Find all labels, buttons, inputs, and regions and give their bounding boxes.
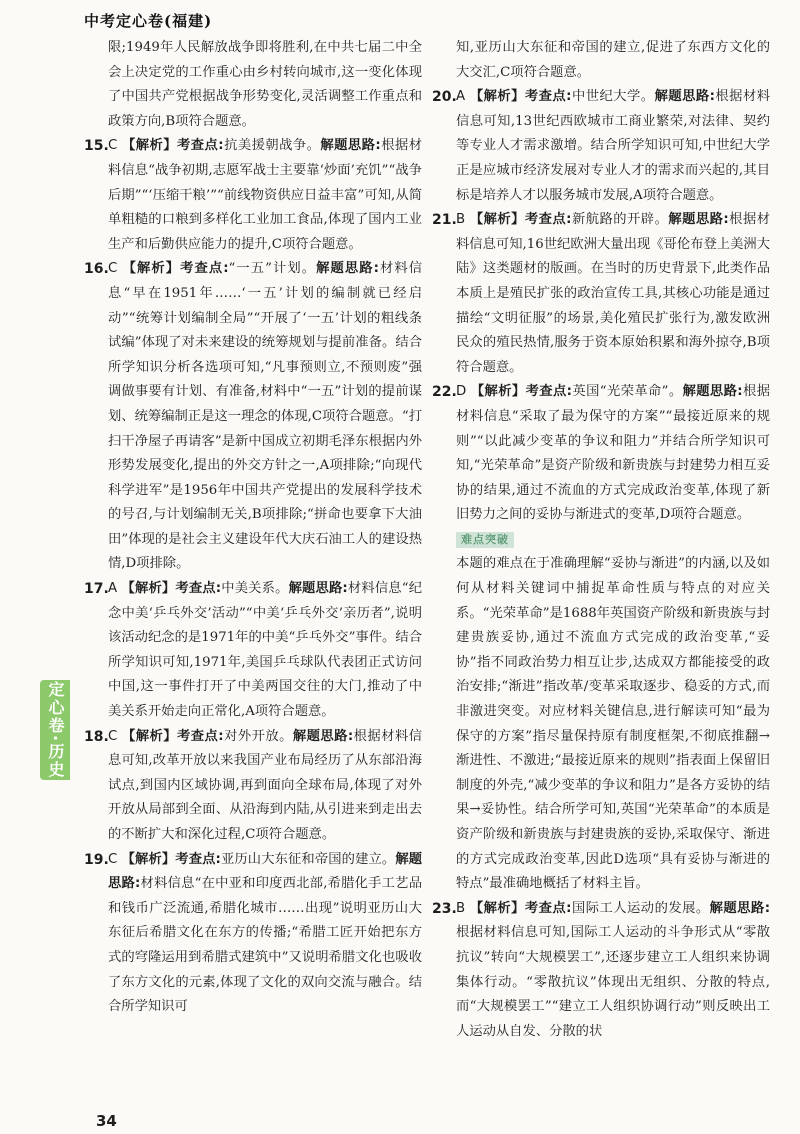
answer-letter: B (456, 900, 466, 916)
thinking-label: 解题思路: (709, 900, 771, 916)
answer-letter: C (108, 138, 118, 154)
key-point: 中美关系。 (221, 581, 289, 597)
key-point: 国际工人运动的发展。 (571, 900, 710, 916)
analysis-tag: 【解析】 (121, 728, 178, 744)
difficulty-note-text: 本题的难点在于准确理解“妥协与渐进”的内涵,以及如何从材料关键词中捕捉革命性质与特点的对应关系。“光荣革命”是1688年英国资产阶级和新贵族与封建贵族妥协,通过不流血方式完成的政治变革,“妥协”指不同政治势力相互让步,达成双方都能接受的政治安排;“渐进”指改革/变革采取逐步、稳妥的方式,而非激进突变。对应材料关键信息,进行解读可知“最为保守的方案”指尽量保持原有制度框架,不彻底推翻→渐进性、不激进;“最接近原来的规则”指表面上保留旧制度的外壳,“减少变革的争议和阻力”是各方妥协的结果→妥协性。结合所学可知,英国“光荣革命”的本质是资产阶级和新贵族与封建贵族的妥协,采取保守、渐进的方式完成政治变革,因此D选项“具有妥协与渐进的特点”最准确地概括了材料主旨。 (456, 556, 770, 892)
left-continued-text: 限;1949年人民解放战争即将胜利,在中共七届二中全会上决定党的工作重心由乡村转向城市,这一变化体现了中国共产党根据战争形势变化,灵活调整工作重点和政策方向,B项符合题意。 (108, 40, 422, 129)
explanation: 材料信息“纪念中美‘乒乓外交’活动”“中美‘乒乓外交’亲历者”,说明该活动纪念的是1971年的中美“乒乓外交”事件。结合所学知识可知,1971年,美国乒乓球队代表团正式访问中国,这一事件打开了中美两国交往的大门,推动了中美关系开始走向正常化,A项符合题意。 (108, 581, 423, 720)
question-17 (84, 577, 422, 725)
key-point-label: 考查点: (175, 581, 222, 597)
question-15 (84, 134, 422, 257)
explanation: 根据材料信息“战争初期,志愿军战士主要靠‘炒面’充饥”“战争后期”“‘压缩干粮’”“前线物资供应日益丰富”可知,从简单粗糙的口粮到多样化工业加工食品,体现了国内工业生产和后勤供应能力的提升,C项符合题意。 (108, 138, 423, 252)
key-point: 抗美援朝战争。 (223, 138, 321, 154)
question-number: 16. (84, 261, 109, 278)
explanation: 根据材料信息可知,16世纪欧洲大量出现《哥伦布登上美洲大陆》这类题材的版画。在当时的历史背景下,此类作品本质上是殖民扩张的政治宣传工具,其核心功能是通过描绘“文明征服”的场景,美化殖民扩张行为,激发欧洲民众的殖民热情,服务于资本原始积累和海外掠夺,B项符合题意。 (456, 212, 771, 375)
key-point: “一五”计划。 (228, 261, 317, 277)
answer-letter: A (108, 581, 118, 597)
thinking-label: 解题思路: (288, 581, 348, 597)
answer-letter: C (108, 728, 118, 744)
right-column (432, 36, 770, 1044)
key-point: 亚历山大东征和帝国的建立。 (220, 851, 396, 867)
explanation: 根据材料信息可知,13世纪西欧城市工商业繁荣,对法律、契约等专业人才需求激增。结合所学知识可知,中世纪大学正是应城市经济发展对专业人才的需求而兴起的,其目标是培养人才以服务城市发展,A项符合题意。 (456, 89, 771, 203)
analysis-tag: 【解析】 (121, 138, 178, 154)
explanation: 材料信息“早在1951年……‘一五’计划的编制就已经启动”“统筹计划编制全局”“开展了‘一五’计划的粗线条试编”体现了对未来建设的统筹规划与提前准备。结合所学知识分析各选项可知,“凡事预则立,不预则废”强调做事要有计划、有准备,材料中“一五”计划的提前谋划、统筹编制正是这一理念的体现,C项符合题意。“打扫干净屋子再请客”是新中国成立初期毛泽东根据内外形势发展变化,提出的外交方针之一,A项排除;“向现代科学进军”是1956年中国共产党提出的发展科学技术的号召,与计划编制无关,B项排除;“拼命也要拿下大油田”体现的是社会主义建设年代大庆石油工人的建设热情,D项排除。 (108, 261, 422, 572)
explanation: 材料信息“在中亚和印度西北部,希腊化手工艺品和钱币广泛流通,希腊化城市……出现”说明亚历山大东征后希腊文化在东方的传播;“希腊工匠开始把东方式的穹隆运用到希腊式建筑中”又说明希腊文化也吸收了东方文化的元素,体现了文化的双向交流与融合。结合所学知识可 (108, 876, 422, 1015)
analysis-tag: 【解析】 (469, 900, 525, 916)
right-continued-text: 知,亚历山大东征和帝国的建立,促进了东西方文化的大交汇,C项符合题意。 (456, 40, 770, 80)
question-number: 23. (432, 900, 457, 917)
key-point-label: 考查点: (525, 384, 572, 400)
analysis-tag: 【解析】 (121, 851, 176, 867)
analysis-tag: 【解析】 (470, 384, 526, 400)
answer-letter: B (456, 212, 466, 228)
explanation: 根据材料信息“采取了最为保守的方案”“最接近原来的规则”“以此减少变革的争议和阻力”并结合所学知识可知,“光荣革命”是资产阶级和新贵族与封建势力相互妥协的结果,通过不流血的方式完成政治变革,体现了新旧势力之间的妥协与渐进式的变革,D项符合题意。 (456, 384, 770, 523)
question-16 (84, 257, 422, 577)
key-point: 对外开放。 (223, 728, 293, 744)
key-point: 英国“光荣革命”。 (572, 384, 683, 400)
analysis-tag: 【解析】 (469, 212, 525, 228)
key-point-label: 考查点: (524, 89, 572, 105)
question-23 (432, 897, 770, 1045)
question-number: 19. (84, 851, 109, 868)
key-point-label: 考查点: (177, 138, 224, 154)
answer-letter: D (456, 384, 467, 400)
question-number: 15. (84, 138, 109, 155)
thinking-label: 解题思路: (668, 212, 729, 228)
key-point-label: 考查点: (180, 261, 229, 277)
question-21 (432, 208, 770, 380)
thinking-label: 解题思路: (108, 851, 423, 892)
question-number: 18. (84, 728, 109, 745)
question-20 (432, 85, 770, 208)
page-header-title: 中考定心卷(福建) (84, 12, 213, 30)
question-number: 17. (84, 581, 109, 598)
key-point: 新航路的开辟。 (571, 212, 669, 228)
left-column (84, 36, 422, 1020)
explanation: 根据材料信息可知,改革开放以来我国产业布局经历了从东部沿海试点,到国内区域协调,再到面向全球布局,体现了对外开放从局部到全面、从沿海到内陆,从引进来到走出去的不断扩大和深化过程,C项符合题意。 (108, 728, 423, 842)
question-number: 22. (432, 384, 457, 401)
key-point-label: 考查点: (524, 900, 572, 916)
thinking-label: 解题思路: (292, 728, 354, 744)
thinking-label: 解题思路: (320, 138, 381, 154)
key-point-label: 考查点: (175, 851, 221, 867)
key-point-label: 考查点: (524, 212, 572, 228)
thinking-label: 解题思路: (682, 384, 743, 400)
analysis-tag: 【解析】 (121, 581, 176, 597)
key-point: 中世纪大学。 (571, 89, 655, 105)
thinking-label: 解题思路: (316, 261, 379, 277)
thinking-label: 解题思路: (654, 89, 715, 105)
difficulty-breakthrough-tag: 难点突破 (456, 532, 514, 548)
question-number: 20. (432, 89, 457, 106)
page-number: 34 (96, 1112, 117, 1130)
answer-letter: C (108, 851, 118, 867)
question-19 (84, 848, 422, 1020)
answer-letter: C (108, 261, 118, 277)
side-tab-label: 定心卷·历史 (40, 680, 70, 780)
answer-letter: A (456, 89, 466, 105)
key-point-label: 考查点: (177, 728, 224, 744)
explanation: 根据材料信息可知,国际工人运动的斗争形式从“零散抗议”转向“大规模罢工”,还逐步建立工人组织来协调集体行动。“零散抗议”体现出无组织、分散的特点,而“大规模罢工”“建立工人组织协调行动”则反映出工人运动从自发、分散的状 (456, 925, 770, 1039)
question-18 (84, 725, 422, 848)
question-number: 21. (432, 212, 457, 229)
question-22 (432, 380, 770, 528)
analysis-tag: 【解析】 (469, 89, 525, 105)
analysis-tag: 【解析】 (122, 261, 181, 277)
